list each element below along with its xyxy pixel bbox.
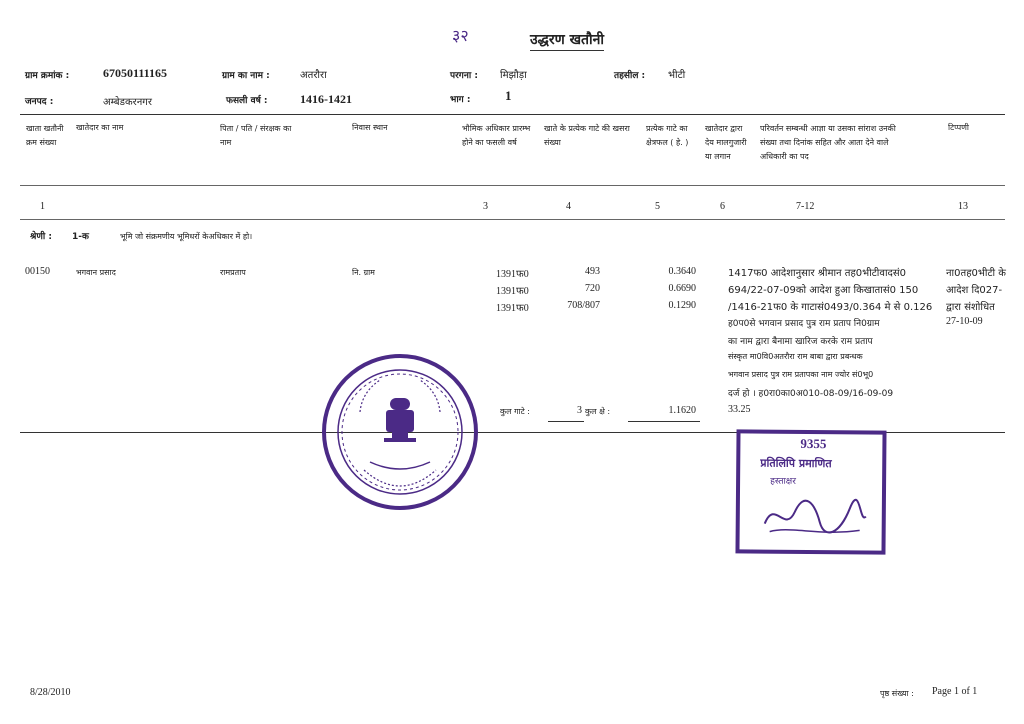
document-title: उद्धरण खतौनी (530, 30, 604, 51)
fasli-years: 1416-1421 (300, 92, 352, 106)
column-header-holder-name: खातेदार का नाम (76, 123, 124, 132)
column-header-divider (20, 185, 1005, 186)
column-number-6: 6 (720, 201, 725, 212)
plot-fasli: 1391फ0 (496, 286, 529, 297)
column-header-area: प्रत्येक गाटे का क्षेत्रफल ( हे. ) (646, 124, 689, 147)
column-header-residence: निवास स्थान (352, 123, 388, 132)
remarks-note-line: ना0तह0भीटी के (946, 268, 1006, 279)
district: अम्बेडकरनगर (103, 97, 152, 108)
change-order-line: 33.25 (728, 404, 751, 415)
column-number-7-12: 7-12 (796, 201, 815, 212)
tehsil: भीटी (668, 70, 686, 81)
village-code-label: ग्राम क्रमांक : (25, 71, 70, 81)
plot-khasra: 720 (585, 283, 600, 294)
column-numbers-divider (20, 219, 1005, 220)
signature-icon (760, 494, 870, 543)
holder-name: भगवान प्रसाद (76, 268, 116, 277)
change-order-line: 694/22-07-09को आदेश हुआ किखातासं0 150 (728, 285, 919, 296)
column-number-3: 3 (483, 201, 488, 212)
plot-area: 0.1290 (668, 300, 696, 311)
village-name: अतरौरा (300, 70, 327, 81)
change-order-line: भगवान प्रसाद पुत्र राम प्रतापका नाम ज्योर सं0भू0 (728, 370, 874, 379)
village-code: 67050111165 (103, 66, 168, 80)
stamp-title: प्रतिलिपि प्रमाणित (760, 456, 832, 471)
change-order-line: ह0प0से भगवान प्रसाद पुत्र राम प्रताप नि0ग्राम (728, 319, 880, 329)
change-order-line: संस्कृत मा0वि0अतरौरा राम बाबा द्वारा प्रबन्धक (728, 352, 863, 361)
remarks-note-line: 27-10-09 (946, 316, 983, 327)
pargana: मिझौड़ा (500, 70, 527, 81)
total-area-label: कुल क्षे : (585, 407, 611, 416)
tehsil-label: तहसील : (614, 71, 646, 81)
remarks-note-line: आदेश दि027- (946, 285, 1003, 296)
print-date: 8/28/2010 (30, 687, 71, 698)
district-label: जनपद : (25, 97, 54, 107)
column-number-4: 4 (566, 201, 571, 212)
khata-number: 00150 (25, 266, 50, 277)
column-header-father-name: पिता / पति / संरक्षक का नाम (220, 124, 292, 147)
change-order-line: दर्ज हो । ह0रा0का0अ010-08-09/16-09-09 (728, 389, 894, 399)
class-code: 1-क (72, 232, 89, 242)
change-order-line: /1416-21फ0 के गाटासं0493/0.364 मे से 0.126 (728, 302, 933, 313)
column-header-fasli-start: भौमिक अधिकार प्रारम्भ होने का फसली वर्ष (462, 124, 531, 147)
remarks-note-line: द्वारा संशोधित (946, 302, 995, 313)
total-area-underline (628, 421, 700, 422)
plot-khasra: 708/807 (567, 300, 600, 311)
plot-area: 0.6690 (668, 283, 696, 294)
stamp-number: 9355 (800, 435, 827, 452)
father-name: रामप्रताप (220, 268, 246, 277)
class-description: भूमि जो संक्रमणीय भूमिधरों केअधिकार में हो। (120, 232, 253, 241)
total-plots-count: 3 (577, 405, 582, 416)
part-label: भाग : (450, 95, 471, 105)
column-header-khasra: खाते के प्रत्येक गाटे की खसरा संख्या (544, 124, 630, 147)
residence: नि. ग्राम (352, 268, 375, 277)
plot-fasli: 1391फ0 (496, 269, 529, 280)
stamp-sign-label: हस्ताक्षर (770, 476, 797, 487)
village-name-label: ग्राम का नाम : (222, 71, 270, 81)
total-plots-underline (548, 421, 584, 422)
column-header-change-orders: परिवर्तन सम्बन्धी आज्ञा या उसका सांराश उनकी संख्या तथा दिनांक सहित और आता देने वाले अधिकारी का पद (760, 124, 896, 161)
column-number-13: 13 (958, 201, 968, 212)
class-label: श्रेणी : (30, 232, 52, 242)
plot-khasra: 493 (585, 266, 600, 277)
total-plots-label: कुल गाटे : (500, 407, 530, 416)
change-order-line: 1417फ0 आदेशानुसार श्रीमान तह0भीटीवादसं0 (728, 268, 906, 279)
column-number-1: 1 (40, 201, 45, 212)
total-area: 1.1620 (668, 405, 696, 416)
header-divider (20, 114, 1005, 115)
handwritten-page-mark: ३२ (452, 26, 469, 45)
certification-stamp (735, 429, 886, 554)
pargana-label: परगना : (450, 71, 478, 81)
column-number-5: 5 (655, 201, 660, 212)
fasli-label: फसली वर्ष : (226, 96, 268, 106)
column-header-khata-no: खाता खतौनी क्रम संख्या (26, 124, 64, 147)
page-number-label: पृष्ठ संख्या : (880, 689, 914, 698)
plot-area: 0.3640 (668, 266, 696, 277)
page-number: Page 1 of 1 (932, 686, 978, 697)
change-order-line: का नाम द्वारा बैनामा खारिज करके राम प्रताप (728, 337, 873, 347)
plot-fasli: 1391फ0 (496, 303, 529, 314)
column-header-remarks: टिप्पणी (948, 123, 969, 132)
part: 1 (505, 88, 512, 103)
official-seal-icon (320, 352, 480, 512)
column-header-revenue: खातेदार द्वारा देय मालगुजारी या लगान (705, 124, 747, 161)
